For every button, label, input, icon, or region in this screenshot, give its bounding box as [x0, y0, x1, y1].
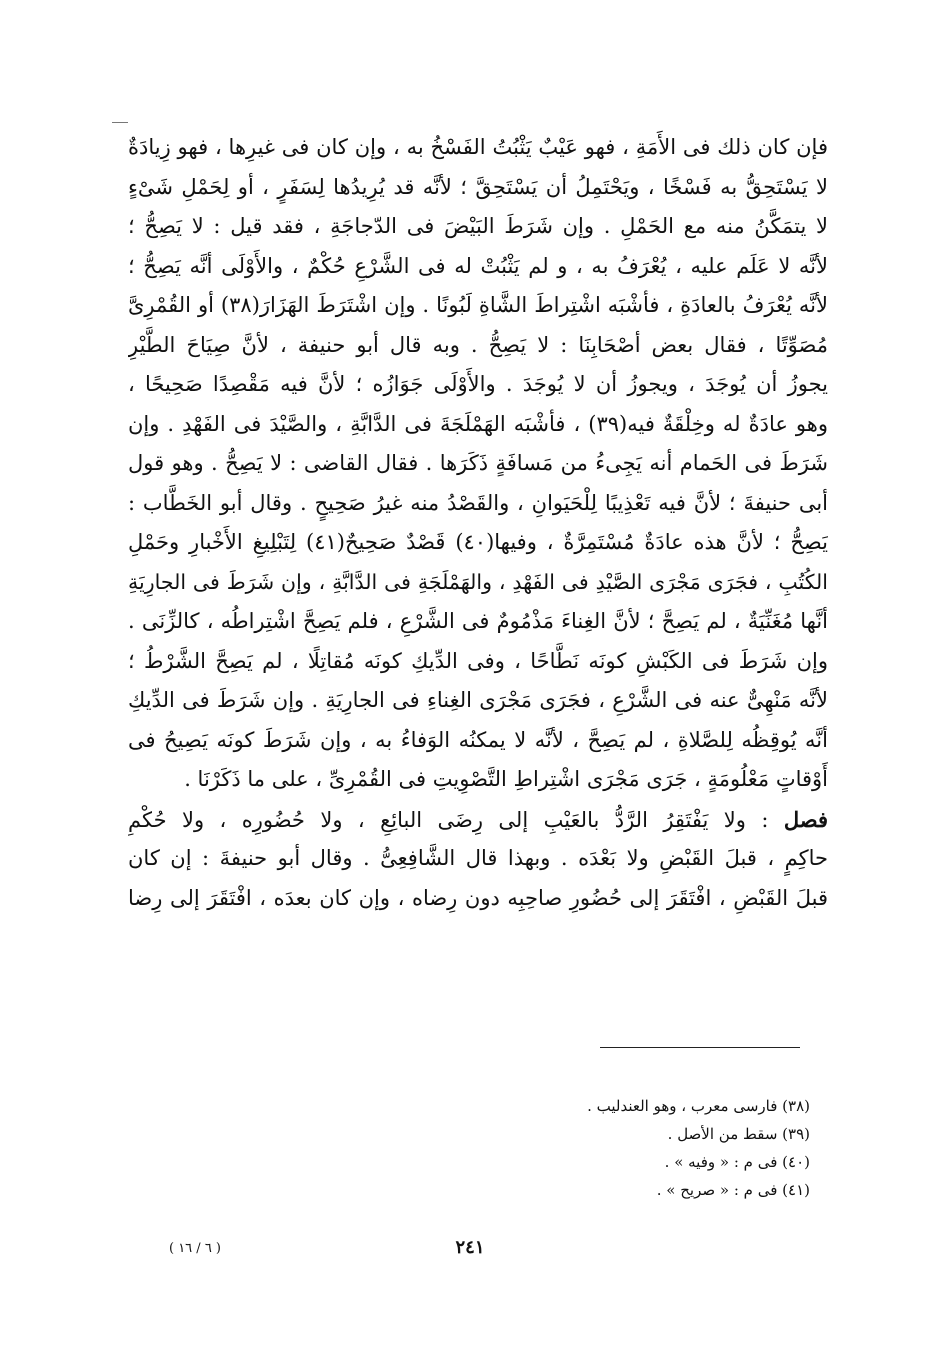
footnote: (٣٨) فارسى معرب ، وهو العندليب . [587, 1097, 810, 1115]
text-line: فإن كان ذلك فى الأَمَةِ ، فهو عَيْبٌ يَثْبُتُ الفَسْخُ به ، وإن كان فى غيرِها ، فهو زِيادَةٌ [128, 135, 828, 159]
fasl-heading: فصل [783, 806, 828, 832]
signature-mark: ( ٦ / ١٦ ) [168, 1241, 222, 1256]
text-line: لأنَّه يُعْرَفُ بالعادَةِ ، فأشْبَه اشْتِراطَ الشَّاةِ لَبُونًا . وإن اشْتَرَطَ الهَزَارَ(٣٨) أو القُمْرِىَّ [128, 293, 828, 317]
text-line: مُصَوِّتًا ، فقال بعض أصْحَابِنَا : لا يَصِحُّ . وبه قال أبو حنيفة ، لأنَّ صِيَاحَ الطَّيْرِ [128, 332, 828, 357]
margin-mark [112, 122, 128, 123]
text-line: قبلَ القَبْضِ ، افْتَقَرَ إلى حُضُورِ صاحِبِه دون رِضاه ، وإن كان بعدَه ، افْتَقَرَ إلى رِضا [128, 885, 828, 910]
fasl-first-line [128, 800, 828, 840]
text-line: وهو عادَةٌ له وخِلْقَةٌ فيه(٣٩) ، فأشْبَه الهَمْلَجَةَ فى الدَّابَّةِ ، والصَّيْدَ فى الفَهْدِ . وإن [128, 411, 828, 436]
text-line: حاكِمٍ ، قبلَ القَبْضِ ولا بَعْدَه . وبهذا قال الشَّافِعِىُّ . وقال أبو حنيفةَ : إن كان [128, 846, 828, 870]
text-line: لا يتمَكَّنُ منه مع الحَمْلِ . وإن شَرَطَ البَيْضَ فى الدّجاجَةِ ، فقد قيل : لا يَصِحُّ ؛ [128, 214, 828, 238]
text-line: وإن شَرَطَ فى الكَبْشِ كونَه نَطَّاحًا ، وفى الدِّيكِ كونَه مُقاتِلًا ، لم يَصِحَّ الشَّرْطُ ؛ [128, 648, 828, 673]
footnotes [300, 1092, 810, 1204]
text-line: أنَّها مُغَنِّيَةٌ ، لم يَصِحَّ ؛ لأنَّ الغِناءَ مَذْمُومٌ فى الشَّرْعِ ، فلم يَصِحَّ اشْتِراطُه ، كالزِّنَى . [128, 609, 828, 633]
text-line: شَرَطَ فى الحَمام أنه يَجِىءُ من مَسافَةٍ ذَكَرَها . فقال القاضى : لا يَصِحُّ . وهو قول [128, 451, 828, 475]
text-line: أبى حنيفةَ ؛ لأنَّ فيه تَعْذِيبًا لِلْحَيَوانِ ، والقَصْدُ منه غيرُ صَحِيحٍ . وقال أبو الخَطَّاب : [128, 490, 828, 515]
footnote-divider [600, 1047, 800, 1048]
text-line: لا يَسْتَحِقُّ به فَسْخًا ، ويَحْتَمِلُ أن يَسْتَحِقَّ ؛ لأنَّه قد يُرِيدُها لِسَفَرٍ ، أو لِحَمْلِ شَىْءٍ [128, 174, 828, 199]
footnote: (٣٩) سقط من الأصل . [667, 1125, 810, 1143]
footnote: (٤٠) فى م : « وفيه » . [664, 1153, 810, 1171]
text-line: الكُتُبِ ، فجَرَى مَجْرَى الصَّيْدِ فى الفَهْدِ ، والهَمْلَجَةِ فى الدَّابَّةِ ، وإن شَرَطَ فى الجارِيَةِ [128, 569, 828, 594]
text-line: لأنَّه مَنْهِىٌّ عنه فى الشَّرْعِ ، فجَرَى مَجْرَى الغِناءِ فى الجارِيَةِ . وإن شَرَطَ فى الدِّيكِ [128, 688, 828, 712]
text-line: أنَّه يُوقِظُه لِلصَّلاةِ ، لم يَصِحَّ ، لأنَّه لا يمكنُه الوَفاءُ به ، وإن شَرَطَ كونَه يَصِيحُ فى [128, 727, 828, 752]
main-text [128, 128, 828, 918]
page-number: ٢٤١ [455, 1237, 485, 1258]
text-line: لأنَّه لا عَلَم عليه ، يُعْرَفُ به ، و لم يَثْبُتْ له فى الشَّرْعِ حُكْمٌ ، والأَوْلَى أنَّه يَصِحُّ ؛ [128, 253, 828, 278]
footnote: (٤١) فى م : « صريح » . [656, 1181, 810, 1199]
text-line: أَوْقاتٍ مَعْلُومَةٍ ، جَرَى مَجْرَى اشْتِراطِ التَّصْوِيتِ فى القُمْرِىِّ ، على ما ذَكَرْنَا . [184, 767, 828, 791]
fasl-line-text: : ولا يَفْتَقِرُ الرَّدُّ بالعَيْبِ إلى رِضَى البائِعِ ، ولا حُضُورِه ، ولا حُكْمِ [128, 807, 769, 832]
text-line: يجوزُ أن يُوجَدَ ، ويجوزُ أن لا يُوجَدَ . والأَوْلَى جَوَازُه ؛ لأنَّ فيه مَقْصِدًا صَحِيحًا ، [128, 372, 828, 396]
text-line: يَصِحُّ ؛ لأنَّ هذه عادَةٌ مُسْتَمِرَّةٌ ، وفيها(٤٠) قَصْدٌ صَحِيحٌ(٤١) لِتَبْلِيغِ الأَخْبارِ وحَمْلِ [128, 530, 828, 554]
